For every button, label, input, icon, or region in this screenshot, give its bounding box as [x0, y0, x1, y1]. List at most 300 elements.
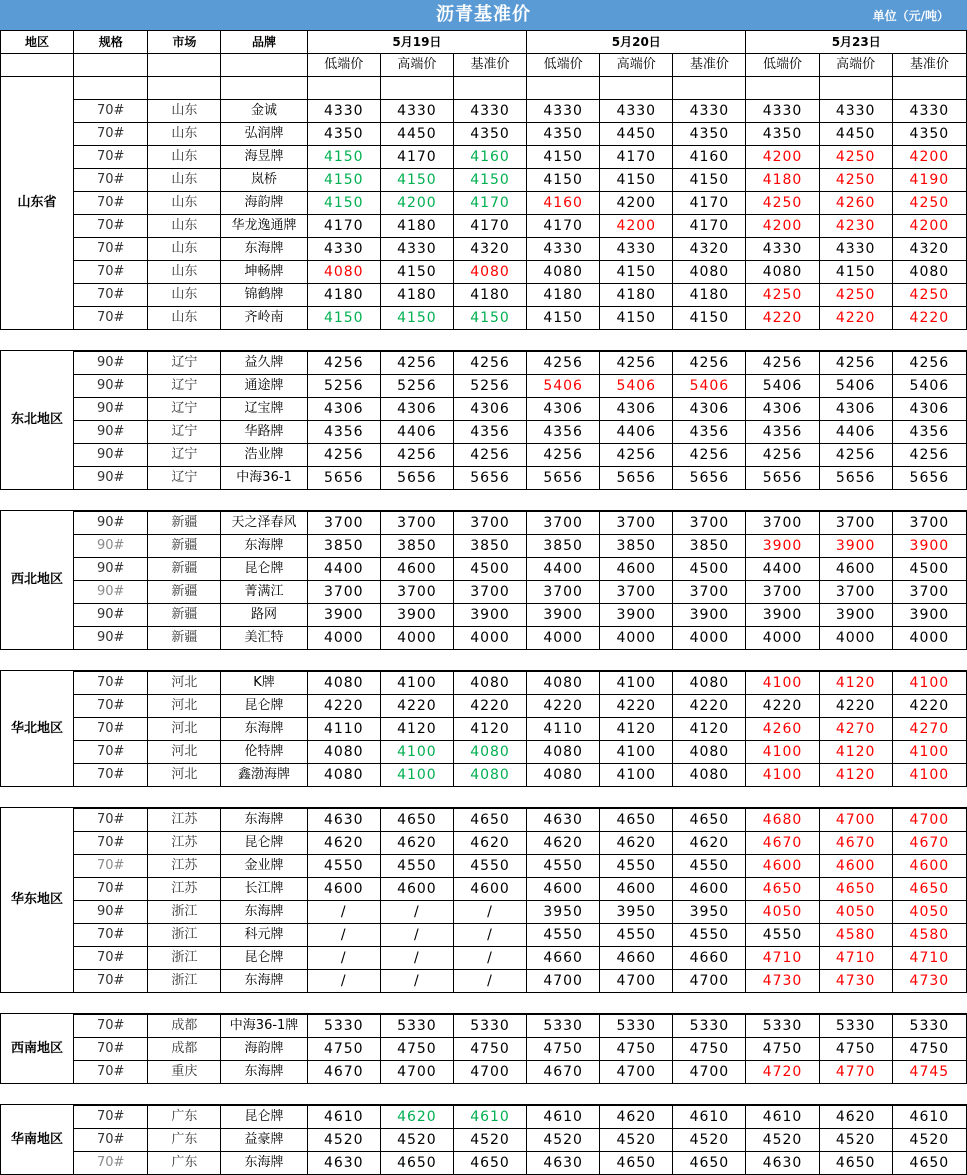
price-cell: 4350: [673, 123, 746, 146]
price-cell: 4110: [527, 718, 600, 741]
brand-cell: 锦鹤牌: [221, 284, 307, 307]
price-cell: 4180: [600, 284, 673, 307]
price-cell: 3700: [527, 581, 600, 604]
empty-cell: [380, 77, 453, 100]
price-cell: 4220: [673, 695, 746, 718]
price-cell: 4120: [453, 718, 526, 741]
price-cell: /: [380, 947, 453, 970]
price-cell: 4150: [307, 146, 380, 169]
price-cell: 4200: [892, 146, 966, 169]
table-row: [1, 375, 967, 398]
table-row: [1, 284, 967, 307]
price-cell: 4080: [453, 261, 526, 284]
table-row: [1, 1129, 967, 1152]
price-cell: 4356: [307, 421, 380, 444]
table-row: [1, 238, 967, 261]
empty-cell: [148, 77, 221, 100]
price-cell: 4260: [746, 718, 819, 741]
price-cell: 4100: [746, 741, 819, 764]
header-region: 地区: [1, 31, 74, 54]
price-cell: 4306: [819, 398, 892, 421]
price-cell: 4000: [380, 627, 453, 650]
price-cell: 4150: [380, 307, 453, 330]
empty-cell: [892, 77, 966, 100]
market-cell: 辽宁: [148, 398, 221, 421]
price-cell: /: [380, 901, 453, 924]
price-cell: 4100: [892, 741, 966, 764]
price-cell: 4050: [746, 901, 819, 924]
price-cell: 4306: [746, 398, 819, 421]
price-cell: 4330: [892, 100, 966, 123]
brand-cell: 齐岭南: [221, 307, 307, 330]
region-cell: 华东地区: [1, 808, 74, 993]
market-cell: 山东: [148, 238, 221, 261]
price-cell: 3700: [600, 512, 673, 535]
price-cell: 4150: [819, 261, 892, 284]
price-cell: 4650: [892, 1152, 966, 1175]
price-cell: 4220: [307, 695, 380, 718]
empty-cell: [453, 77, 526, 100]
market-cell: 辽宁: [148, 444, 221, 467]
table-row: [1, 215, 967, 238]
separator-cell: [1, 787, 967, 808]
market-cell: 山东: [148, 215, 221, 238]
brand-cell: 浩业牌: [221, 444, 307, 467]
title-bar: [0, 0, 967, 30]
price-cell: 4120: [600, 718, 673, 741]
price-cell: 4120: [380, 718, 453, 741]
price-cell: 4170: [600, 146, 673, 169]
price-cell: 4650: [673, 1152, 746, 1175]
price-cell: 4080: [307, 741, 380, 764]
price-cell: 4450: [600, 123, 673, 146]
price-cell: 3900: [673, 604, 746, 627]
spec-cell: 70#: [74, 238, 148, 261]
price-cell: 4610: [673, 1106, 746, 1129]
price-cell: 4250: [746, 284, 819, 307]
empty-cell: [221, 77, 307, 100]
empty-cell: [600, 77, 673, 100]
price-cell: 4256: [380, 444, 453, 467]
price-cell: 4080: [673, 741, 746, 764]
spec-cell: 70#: [74, 695, 148, 718]
market-cell: 江苏: [148, 832, 221, 855]
price-cell: 5656: [600, 467, 673, 490]
price-cell: 4600: [307, 878, 380, 901]
price-cell: 4520: [527, 1129, 600, 1152]
brand-cell: 金业牌: [221, 855, 307, 878]
price-cell: 4256: [527, 444, 600, 467]
brand-cell: 伦特牌: [221, 741, 307, 764]
section-separator: [1, 490, 967, 511]
price-cell: 4080: [746, 261, 819, 284]
price-cell: 5406: [600, 375, 673, 398]
price-cell: 4080: [892, 261, 966, 284]
price-cell: 4356: [746, 421, 819, 444]
price-cell: 4406: [819, 421, 892, 444]
table-row: [1, 627, 967, 650]
market-cell: 山东: [148, 192, 221, 215]
price-cell: /: [307, 901, 380, 924]
page-title: 沥青基准价: [436, 4, 531, 25]
price-cell: 3700: [819, 512, 892, 535]
price-cell: 4406: [600, 421, 673, 444]
market-cell: 浙江: [148, 947, 221, 970]
market-cell: 河北: [148, 764, 221, 787]
section-separator: [1, 1084, 967, 1105]
price-cell: 5330: [527, 1015, 600, 1038]
spec-cell: 90#: [74, 375, 148, 398]
price-cell: 4710: [746, 947, 819, 970]
price-cell: 3850: [527, 535, 600, 558]
brand-cell: 东海牌: [221, 238, 307, 261]
price-cell: 4650: [819, 878, 892, 901]
price-cell: 4256: [307, 352, 380, 375]
table-row: [1, 444, 967, 467]
spec-cell: 70#: [74, 169, 148, 192]
price-cell: 4650: [892, 878, 966, 901]
table-row: [1, 307, 967, 330]
brand-cell: 坤畅牌: [221, 261, 307, 284]
price-cell: 4220: [746, 307, 819, 330]
price-cell: 4330: [453, 100, 526, 123]
price-cell: 4306: [380, 398, 453, 421]
price-cell: 4256: [819, 444, 892, 467]
empty-cell: [74, 77, 148, 100]
price-cell: 4660: [673, 947, 746, 970]
table-row: [1, 261, 967, 284]
price-cell: 4050: [892, 901, 966, 924]
market-cell: 重庆: [148, 1061, 221, 1084]
price-cell: 4750: [819, 1038, 892, 1061]
table-row: [1, 718, 967, 741]
market-cell: 成都: [148, 1038, 221, 1061]
price-cell: 4630: [307, 809, 380, 832]
price-cell: 4160: [527, 192, 600, 215]
header-price-col: 基准价: [892, 54, 966, 77]
price-cell: 4350: [307, 123, 380, 146]
price-cell: /: [380, 970, 453, 993]
price-cell: 3900: [527, 604, 600, 627]
price-cell: 4700: [673, 1061, 746, 1084]
price-cell: 4650: [380, 1152, 453, 1175]
table-row: [1, 809, 967, 832]
empty-cell: [746, 77, 819, 100]
price-cell: 4750: [892, 1038, 966, 1061]
price-cell: 4120: [819, 672, 892, 695]
price-cell: 5330: [453, 1015, 526, 1038]
price-cell: 4180: [307, 284, 380, 307]
price-cell: 4610: [307, 1106, 380, 1129]
price-cell: 4000: [673, 627, 746, 650]
brand-cell: 科元牌: [221, 924, 307, 947]
price-cell: 4180: [380, 215, 453, 238]
price-cell: 4550: [307, 855, 380, 878]
brand-cell: 东海牌: [221, 1152, 307, 1175]
header-price-col: 高端价: [819, 54, 892, 77]
price-cell: 5330: [600, 1015, 673, 1038]
price-cell: 4630: [527, 1152, 600, 1175]
price-cell: 4150: [527, 307, 600, 330]
price-cell: 5256: [380, 375, 453, 398]
price-cell: 4150: [453, 307, 526, 330]
price-cell: 4520: [307, 1129, 380, 1152]
spec-cell: 70#: [74, 947, 148, 970]
header-price-col: 高端价: [600, 54, 673, 77]
price-cell: 4000: [527, 627, 600, 650]
price-cell: 4270: [892, 718, 966, 741]
spec-cell: 70#: [74, 832, 148, 855]
market-cell: 河北: [148, 718, 221, 741]
spec-cell: 70#: [74, 1106, 148, 1129]
price-cell: 4600: [892, 855, 966, 878]
spec-cell: 90#: [74, 535, 148, 558]
spec-cell: 90#: [74, 421, 148, 444]
brand-cell: 中海36-1: [221, 467, 307, 490]
price-cell: 4630: [307, 1152, 380, 1175]
table-row: [1, 924, 967, 947]
price-cell: 3700: [453, 512, 526, 535]
price-cell: 3700: [746, 581, 819, 604]
price-cell: 4100: [380, 741, 453, 764]
region-cell: 西南地区: [1, 1014, 74, 1084]
price-table: [0, 30, 967, 1175]
price-cell: 4350: [892, 123, 966, 146]
brand-cell: 菁满江: [221, 581, 307, 604]
price-cell: 4150: [600, 307, 673, 330]
price-cell: 4220: [892, 695, 966, 718]
price-cell: 4256: [453, 444, 526, 467]
price-cell: 4180: [380, 284, 453, 307]
price-cell: 5656: [380, 467, 453, 490]
price-cell: 4400: [746, 558, 819, 581]
price-cell: /: [453, 970, 526, 993]
price-cell: 4520: [380, 1129, 453, 1152]
price-cell: 4670: [892, 832, 966, 855]
price-cell: 3900: [892, 604, 966, 627]
empty-cell: [673, 77, 746, 100]
price-cell: 4150: [380, 169, 453, 192]
price-cell: 4356: [673, 421, 746, 444]
price-cell: 4150: [673, 307, 746, 330]
header-price-col: 高端价: [380, 54, 453, 77]
market-cell: 新疆: [148, 535, 221, 558]
price-cell: 4330: [600, 238, 673, 261]
table-row: [1, 764, 967, 787]
spec-cell: 70#: [74, 809, 148, 832]
table-row: [1, 192, 967, 215]
price-cell: 4100: [892, 672, 966, 695]
price-cell: 4700: [673, 970, 746, 993]
price-cell: 4306: [453, 398, 526, 421]
price-cell: /: [453, 947, 526, 970]
separator-cell: [1, 650, 967, 671]
price-cell: 3900: [819, 535, 892, 558]
table-row: [1, 1106, 967, 1129]
price-cell: /: [453, 924, 526, 947]
brand-cell: 东海牌: [221, 809, 307, 832]
price-cell: 5406: [892, 375, 966, 398]
price-cell: 4170: [527, 215, 600, 238]
price-cell: 4750: [527, 1038, 600, 1061]
price-cell: 4150: [307, 192, 380, 215]
price-cell: 4000: [453, 627, 526, 650]
price-cell: 5656: [819, 467, 892, 490]
header-market: 市场: [148, 31, 221, 54]
price-cell: 4620: [307, 832, 380, 855]
table-row: [1, 169, 967, 192]
market-cell: 山东: [148, 261, 221, 284]
price-cell: 3950: [600, 901, 673, 924]
spec-cell: 70#: [74, 970, 148, 993]
price-cell: 4220: [746, 695, 819, 718]
header-row-sub: [1, 54, 967, 77]
spec-cell: 70#: [74, 718, 148, 741]
brand-cell: 东海牌: [221, 970, 307, 993]
price-cell: 4620: [600, 832, 673, 855]
price-cell: 4330: [307, 100, 380, 123]
spec-cell: 90#: [74, 604, 148, 627]
price-cell: 4256: [600, 352, 673, 375]
price-cell: 4080: [673, 672, 746, 695]
price-cell: 3900: [746, 535, 819, 558]
spec-cell: 70#: [74, 764, 148, 787]
market-cell: 新疆: [148, 558, 221, 581]
price-cell: 3700: [380, 512, 453, 535]
price-cell: 4150: [307, 307, 380, 330]
table-row: [1, 146, 967, 169]
price-cell: 4660: [527, 947, 600, 970]
empty-cell: [819, 77, 892, 100]
header-price-col: 低端价: [527, 54, 600, 77]
price-cell: 4356: [453, 421, 526, 444]
price-cell: 4200: [746, 146, 819, 169]
price-cell: 4256: [527, 352, 600, 375]
price-cell: 5406: [527, 375, 600, 398]
spec-cell: 70#: [74, 924, 148, 947]
brand-cell: 昆仑牌: [221, 558, 307, 581]
price-cell: 4520: [673, 1129, 746, 1152]
market-cell: 辽宁: [148, 421, 221, 444]
price-cell: /: [453, 901, 526, 924]
price-cell: 4180: [527, 284, 600, 307]
brand-cell: 昆仑牌: [221, 832, 307, 855]
price-cell: /: [307, 947, 380, 970]
price-cell: 4250: [819, 169, 892, 192]
price-cell: 4356: [892, 421, 966, 444]
price-cell: 3900: [819, 604, 892, 627]
market-cell: 新疆: [148, 604, 221, 627]
price-cell: 5656: [673, 467, 746, 490]
price-cell: 4600: [819, 855, 892, 878]
section-separator: [1, 993, 967, 1014]
price-cell: 4200: [600, 215, 673, 238]
header-blank: [74, 54, 148, 77]
price-cell: 4150: [307, 169, 380, 192]
market-cell: 河北: [148, 695, 221, 718]
price-cell: 4250: [819, 146, 892, 169]
price-cell: 4120: [819, 741, 892, 764]
price-cell: 3700: [892, 581, 966, 604]
table-row: [1, 855, 967, 878]
market-cell: 河北: [148, 672, 221, 695]
price-cell: 4256: [746, 352, 819, 375]
price-cell: 3700: [453, 581, 526, 604]
price-cell: 4330: [380, 100, 453, 123]
price-cell: 4000: [819, 627, 892, 650]
market-cell: 浙江: [148, 901, 221, 924]
market-cell: 江苏: [148, 878, 221, 901]
price-cell: 4330: [746, 238, 819, 261]
price-cell: 4700: [527, 970, 600, 993]
table-row: [1, 467, 967, 490]
price-cell: 4220: [527, 695, 600, 718]
table-row: [1, 123, 967, 146]
price-cell: 4180: [673, 284, 746, 307]
price-cell: 4550: [600, 855, 673, 878]
spec-cell: 70#: [74, 1152, 148, 1175]
market-cell: 成都: [148, 1015, 221, 1038]
price-cell: 4256: [819, 352, 892, 375]
price-cell: 4730: [892, 970, 966, 993]
price-cell: 4330: [819, 100, 892, 123]
price-cell: 4080: [453, 764, 526, 787]
market-cell: 新疆: [148, 581, 221, 604]
price-cell: 4330: [527, 100, 600, 123]
region-cell: 东北地区: [1, 351, 74, 490]
price-cell: 3700: [892, 512, 966, 535]
spec-cell: 90#: [74, 901, 148, 924]
price-cell: 4100: [600, 741, 673, 764]
price-cell: 3700: [673, 581, 746, 604]
empty-cell: [527, 77, 600, 100]
price-cell: 4100: [746, 672, 819, 695]
price-cell: 4600: [600, 558, 673, 581]
price-cell: 4200: [746, 215, 819, 238]
table-row: [1, 535, 967, 558]
brand-cell: 昆仑牌: [221, 1106, 307, 1129]
spec-cell: 90#: [74, 627, 148, 650]
price-cell: 4745: [892, 1061, 966, 1084]
price-cell: 4520: [819, 1129, 892, 1152]
price-cell: 4190: [892, 169, 966, 192]
brand-cell: 辽宝牌: [221, 398, 307, 421]
price-cell: 4080: [453, 672, 526, 695]
price-cell: 4220: [453, 695, 526, 718]
price-cell: 4550: [673, 924, 746, 947]
price-cell: 4670: [746, 832, 819, 855]
price-cell: 4450: [819, 123, 892, 146]
price-cell: 4320: [892, 238, 966, 261]
price-cell: 4330: [307, 238, 380, 261]
price-cell: 4700: [380, 1061, 453, 1084]
header-price-col: 基准价: [673, 54, 746, 77]
price-cell: 4670: [819, 832, 892, 855]
table-row: [1, 1152, 967, 1175]
price-cell: 4350: [453, 123, 526, 146]
price-cell: 4170: [453, 215, 526, 238]
spec-cell: 90#: [74, 512, 148, 535]
price-cell: 4000: [892, 627, 966, 650]
price-cell: 4250: [892, 192, 966, 215]
price-cell: 4750: [380, 1038, 453, 1061]
brand-cell: 天之泽春风: [221, 512, 307, 535]
spec-cell: 70#: [74, 261, 148, 284]
price-cell: 4700: [819, 809, 892, 832]
price-cell: 5656: [307, 467, 380, 490]
price-cell: 5256: [307, 375, 380, 398]
price-cell: 4550: [380, 855, 453, 878]
